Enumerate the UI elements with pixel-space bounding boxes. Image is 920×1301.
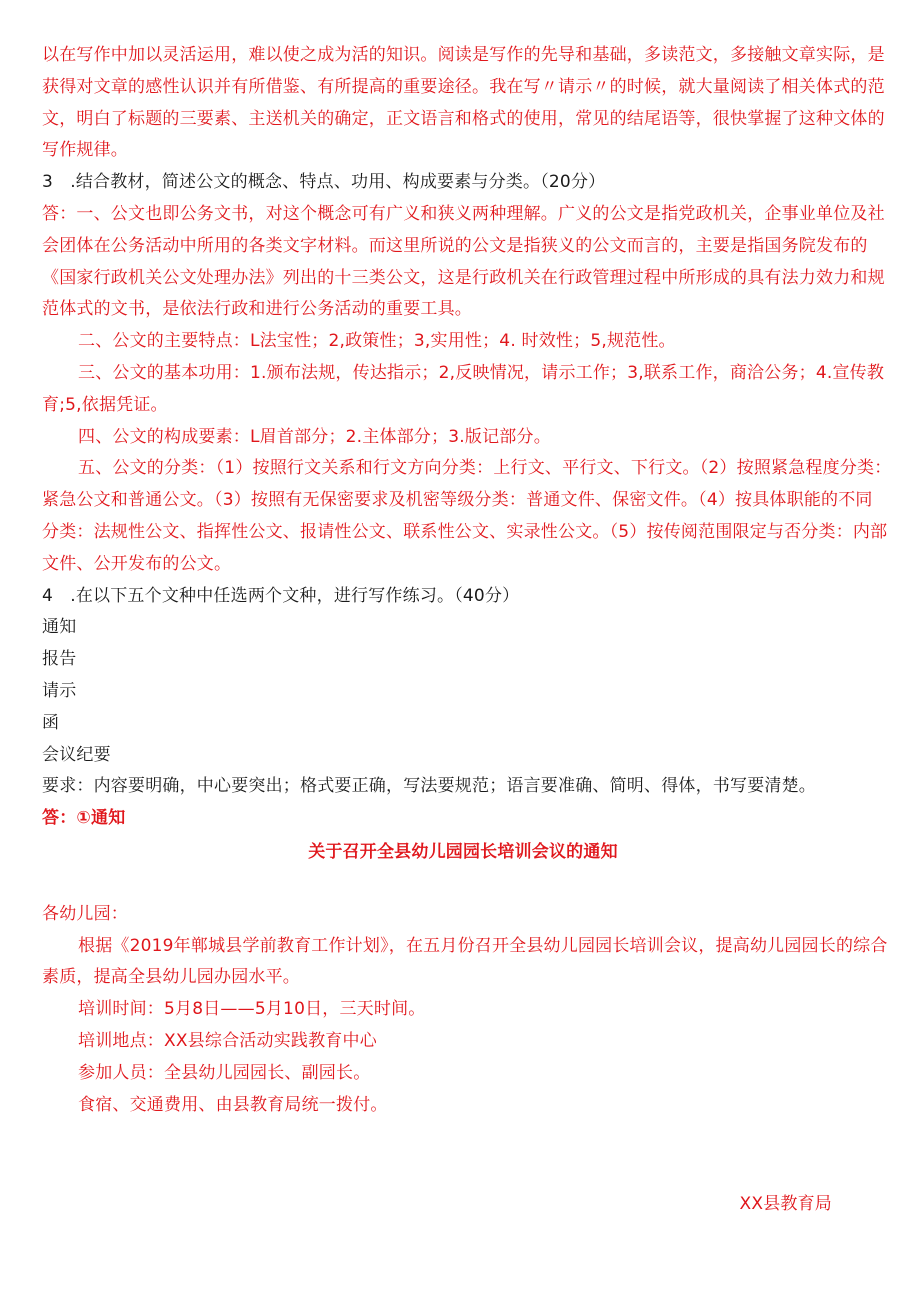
genre-item: 请示 (42, 680, 77, 701)
answer-3-line: 答：一、公文也即公务文书，对这个概念可有广义和狭义两种理解。广义的公文是指党政机关，企事业单位及社 (42, 203, 885, 224)
answer-3-functions-cont: 育;5,依据凭证。 (42, 394, 168, 415)
answer-3-line: 会团体在公务活动中所用的各类文字材料。而这里所说的公文是指狭义的公文而言的，主要是指国务院发布的 (42, 235, 868, 256)
answer-3-classification-cont: 分类：法规性公文、指挥性公文、报请性公文、联系性公文、实录性公文。（5）按传阅范围限定与否分类：内部 (42, 521, 888, 542)
notice-body-line: 根据《2019年郸城县学前教育工作计划》，在五月份召开全县幼儿园园长培训会议，提高幼儿园园长的综合 (78, 935, 888, 956)
answer-3-functions: 三、公文的基本功用：1.颁布法规，传达指示；2,反映情况，请示工作；3,联系工作，商洽公务；4.宣传教 (78, 362, 885, 383)
document-page (42, 40, 892, 1221)
genre-item: 报告 (42, 649, 77, 670)
answer-3-classification-cont: 文件、公开发布的公文。 (42, 553, 232, 574)
paragraph-line: 文，明白了标题的三要素、主送机关的确定，正文语言和格式的使用，常见的结尾语等，很快掌握了这种文体的 (42, 108, 885, 129)
notice-salutation: 各幼儿园： (42, 903, 128, 924)
notice-body-line: 素质，提高全县幼儿园办园水平。 (42, 967, 300, 988)
answer-3-classification-cont: 紧急公文和普通公文。（3）按照有无保密要求及机密等级分类：普通文件、保密文件。（4）按具体职能的不同 (42, 490, 873, 511)
paragraph-line: 以在写作中加以灵活运用，难以使之成为活的知识。阅读是写作的先导和基础，多读范文，多接触文章实际，是 (42, 45, 885, 65)
notice-place: 培训地点：XX县综合活动实践教育中心 (78, 1030, 377, 1051)
answer-3-line: 《国家行政机关公文处理办法》列出的十三类公文，这是行政机关在行政管理过程中所形成的具有法力效力和规 (42, 267, 885, 288)
answer-3-classification: 五、公文的分类：（1）按照行文关系和行文方向分类：上行文、平行文、下行文。（2）按照紧急程度分类： (78, 458, 892, 479)
notice-attendees: 参加人员：全县幼儿园园长、副园长。 (78, 1062, 371, 1083)
answer-3-elements: 四、公文的构成要素：L眉首部分；2.主体部分；3.版记部分。 (78, 426, 551, 447)
genre-item: 会议纪要 (42, 744, 111, 765)
question-3: 3 .结合教材，简述公文的概念、特点、功用、构成要素与分类。（20分） (42, 172, 606, 193)
notice-costs: 食宿、交通费用、由县教育局统一拨付。 (78, 1094, 388, 1115)
question-4: 4 .在以下五个文种中任选两个文种，进行写作练习。（40分） (42, 585, 520, 606)
requirements: 要求：内容要明确，中心要突出；格式要正确，写法要规范；语言要准确、简明、得体，书写要清楚。 (42, 776, 816, 797)
paragraph-line: 写作规律。 (42, 140, 128, 161)
answer-4-label: 答：①通知 (42, 808, 126, 829)
answer-3-features: 二、公文的主要特点：L法宝性；2,政策性；3,实用性；4. 时效性；5,规范性。 (78, 331, 676, 352)
notice-time: 培训时间：5月8日——5月10日，三天时间。 (78, 999, 426, 1020)
paragraph-line: 获得对文章的感性认识并有所借鉴、有所提高的重要途径。我在写〃请示〃的时候，就大量阅读了相关体式的范 (42, 76, 885, 97)
genre-item: 函 (42, 712, 60, 733)
answer-3-line: 范体式的文书，是依法行政和进行公务活动的重要工具。 (42, 299, 472, 320)
notice-signature: XX县教育局 (739, 1194, 832, 1215)
notice-title: 关于召开全县幼儿园园长培训会议的通知 (308, 841, 618, 862)
genre-item: 通知 (42, 617, 77, 638)
